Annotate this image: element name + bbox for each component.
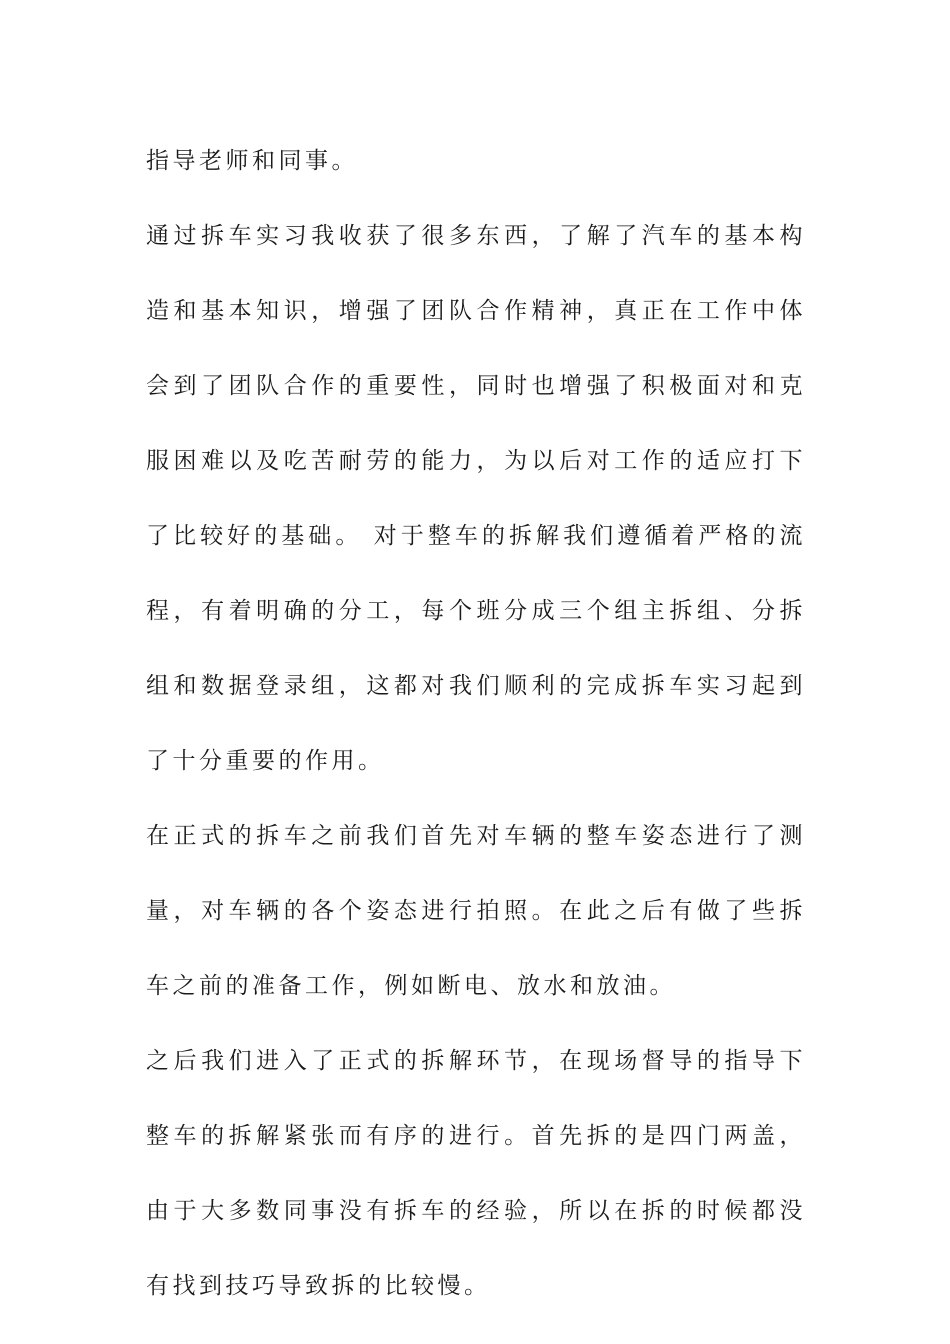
paragraph-2: 通过拆车实习我收获了很多东西，了解了汽车的基本构造和基本知识，增强了团队合作精神，真正在工作中体会到了团队合作的重要性，同时也增强了积极面对和克服困难以及吃苦耐劳的能力，为以后对工作的适应打下了比较好的基础。 对于整车的拆解我们遵循着严格的流程，有着明确的分工，每个班分成三个组主拆组、分拆组和数据登录组，这都对我们顺利的完成拆车实习起到了十分重要的作用。 <box>146 223 806 774</box>
paragraph-4: 之后我们进入了正式的拆解环节，在现场督导的指导下整车的拆解紧张而有序的进行。首先拆的是四门两盖，由于大多数同事没有拆车的经验，所以在拆的时候都没有找到技巧导致拆的比较慢。 <box>146 1048 806 1299</box>
paragraph-3: 在正式的拆车之前我们首先对车辆的整车姿态进行了测量，对车辆的各个姿态进行拍照。在此之后有做了些拆车之前的准备工作，例如断电、放水和放油。 <box>146 823 806 999</box>
body-text <box>146 124 806 1324</box>
paragraph-1: 指导老师和同事。 <box>146 148 358 174</box>
